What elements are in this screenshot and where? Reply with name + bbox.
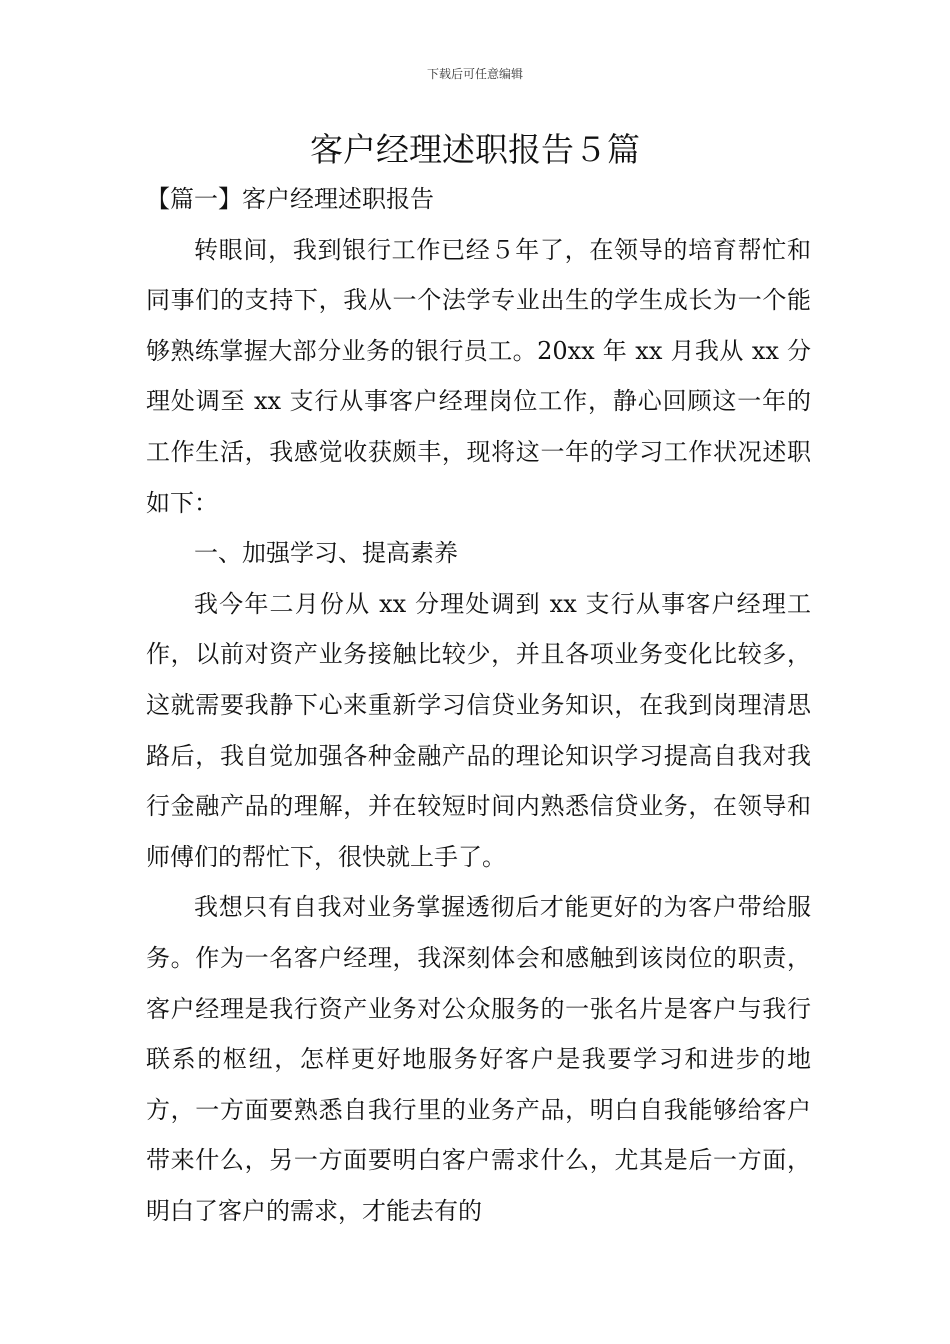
document-body xyxy=(146,174,811,1236)
paragraph-service: 我想只有自我对业务掌握透彻后才能更好的为客户带给服务。作为一名客户经理，我深刻体会和感触到该岗位的职责，客户经理是我行资产业务对公众服务的一张名片是客户与我行联系的枢纽，怎样更好地服务好客户是我要学习和进步的地方，一方面要熟悉自我行里的业务产品，明白自我能够给客户带来什么，另一方面要明白客户需求什么，尤其是后一方面，明白了客户的需求，才能去有的 xyxy=(146,893,811,1225)
subheading-study: 一、加强学习、提高素养 xyxy=(194,539,458,568)
document-title: 客户经理述职报告５篇 xyxy=(310,130,640,169)
paragraph-study: 我今年二月份从 xx 分理处调到 xx 支行从事客户经理工作，以前对资产业务接触比较少，并且各项业务变化比较多，这就需要我静下心来重新学习信贷业务知识，在我到岗理清思路后，我自觉加强各种金融产品的理论知识学习提高自我对我行金融产品的理解，并在较短时间内熟悉信贷业务，在领导和师傅们的帮忙下，很快就上手了。 xyxy=(146,589,811,871)
header-note: 下载后可任意编辑 xyxy=(426,67,523,81)
section-heading: 【篇一】客户经理述职报告 xyxy=(146,185,434,213)
paragraph-intro: 转眼间，我到银行工作已经５年了，在领导的培育帮忙和同事们的支持下，我从一个法学专业出生的学生成长为一个能够熟练掌握大部分业务的银行员工。20xx 年 xx 月我从 xx 分理处调至 xx 支行从事客户经理岗位工作，静心回顾这一年的工作生活，我感觉收获颇丰，现将这一年的学习工作状况述职如下： xyxy=(146,235,811,517)
